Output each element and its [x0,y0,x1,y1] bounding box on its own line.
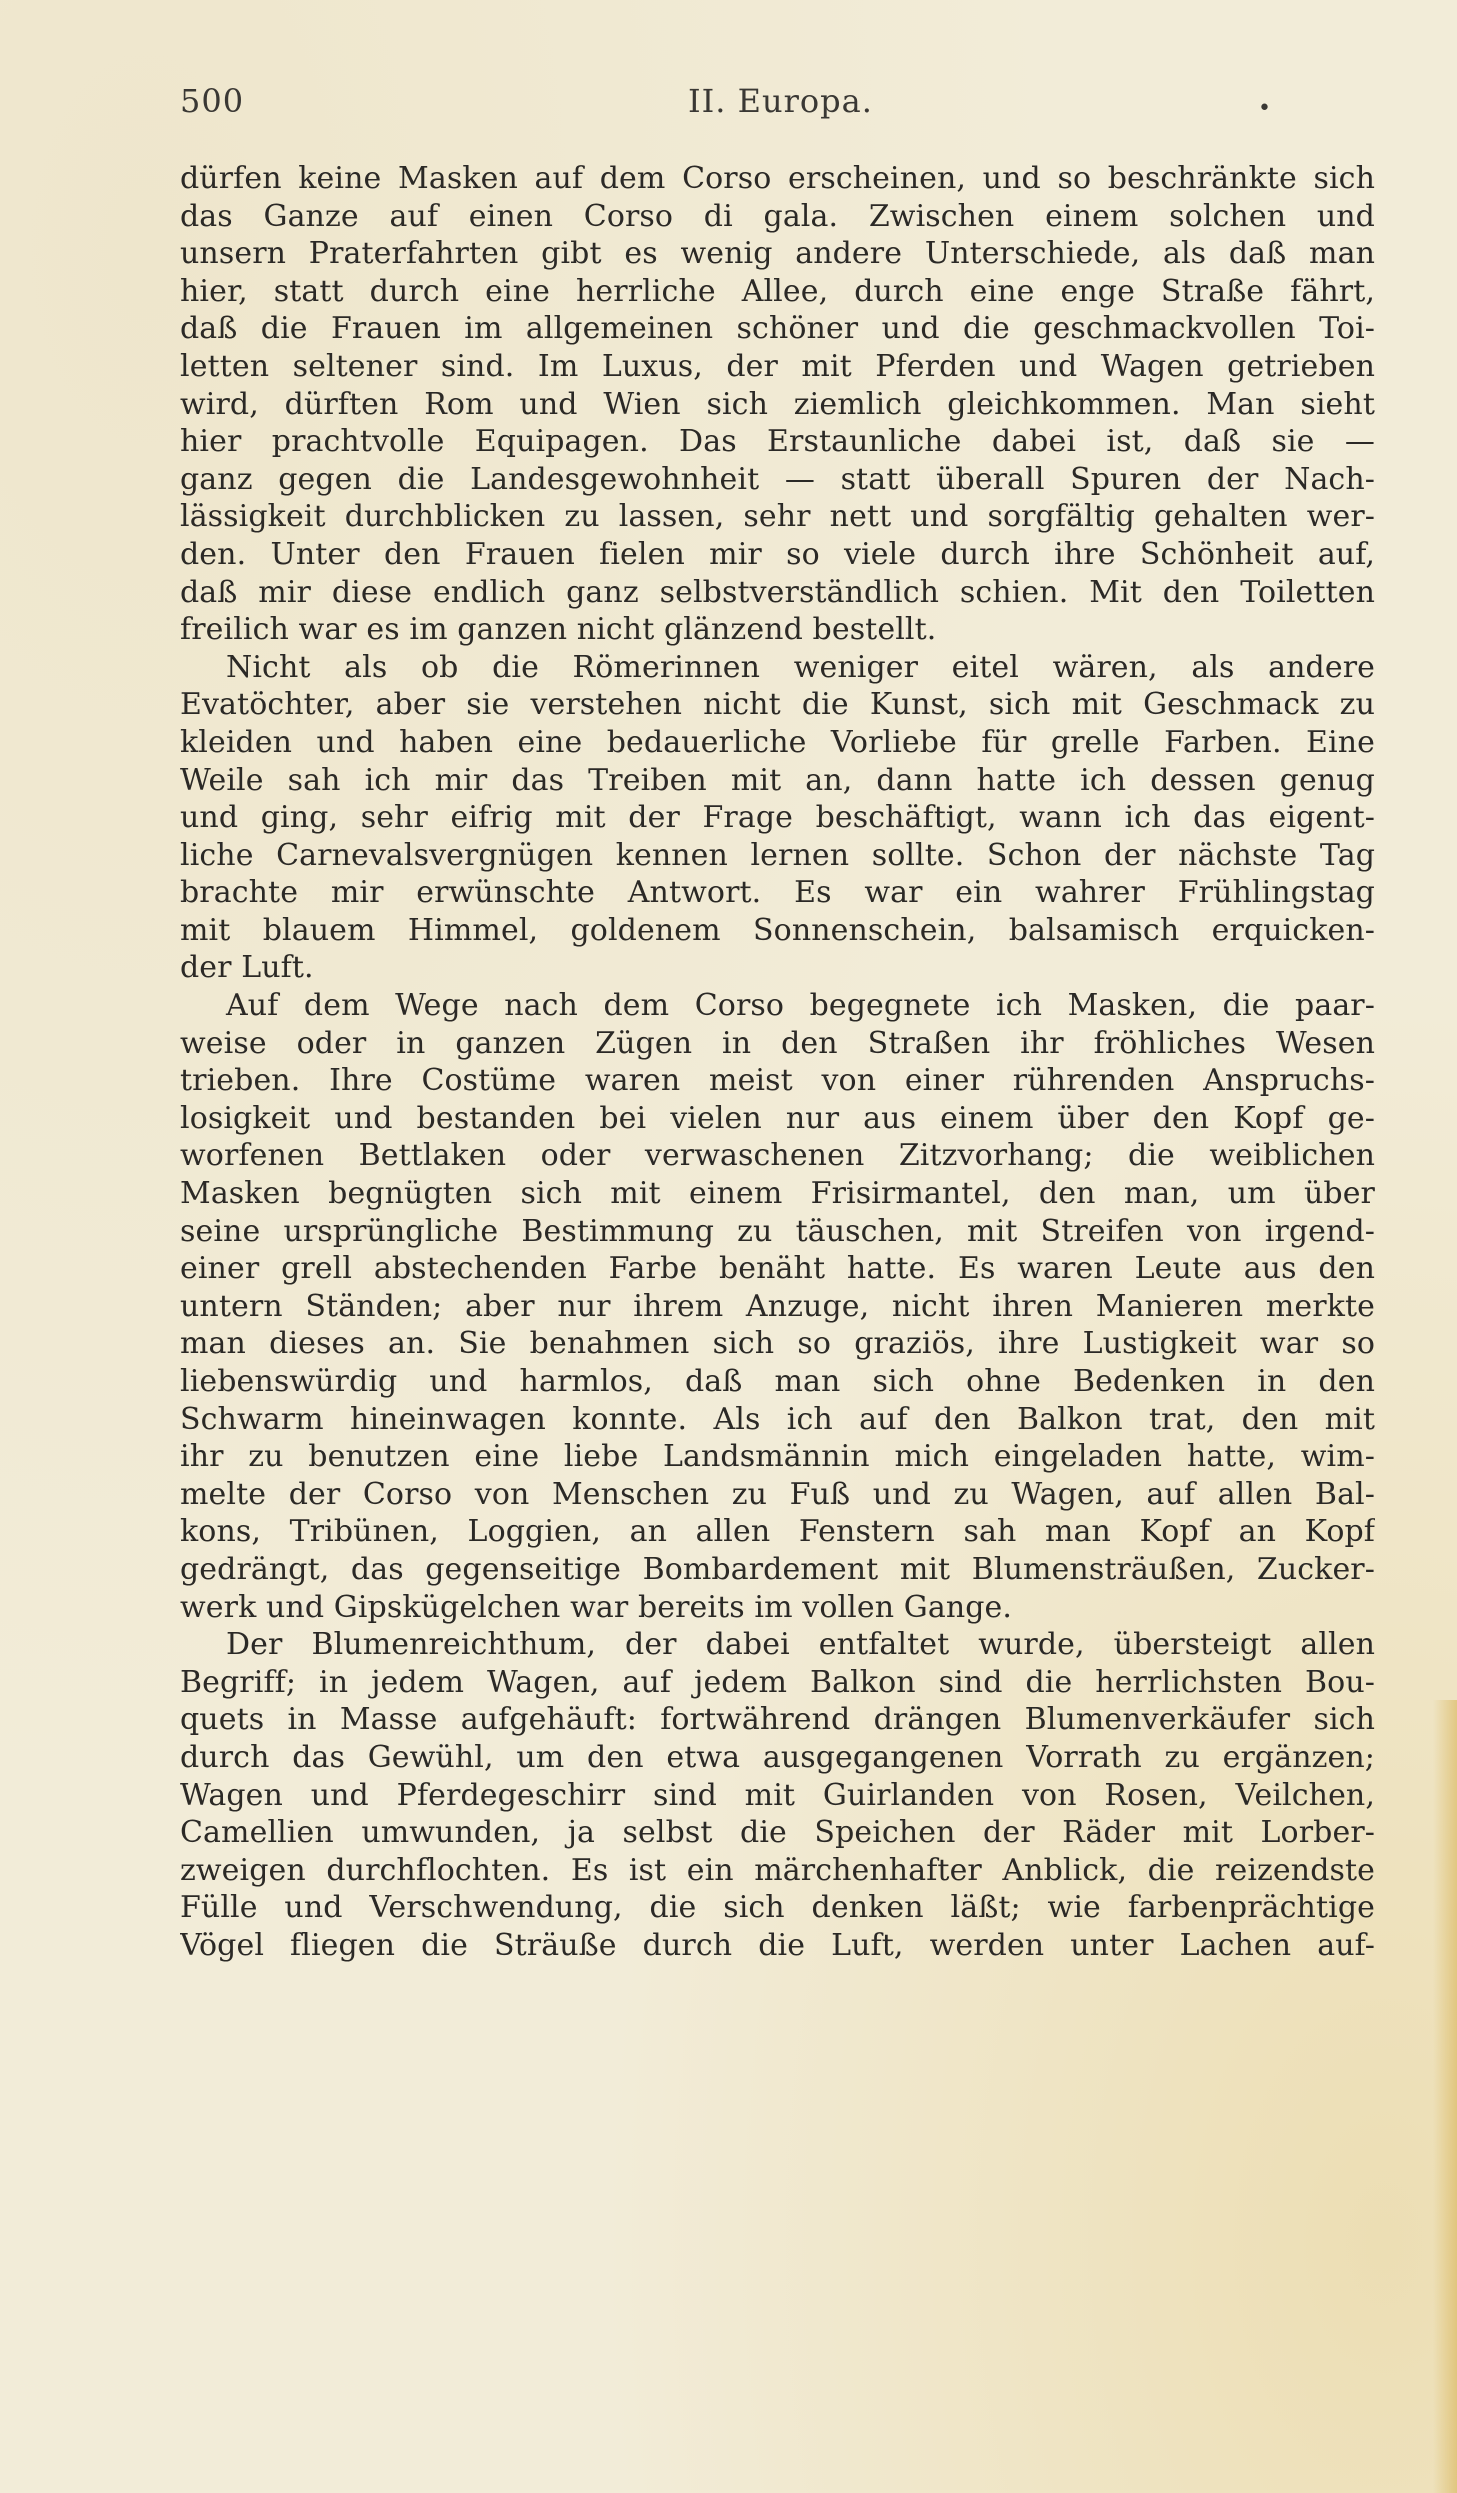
text-line: wird, dürften Rom und Wien sich ziemlich gleichkommen. Man sieht [180,386,1375,422]
paragraph-start-line: Der Blumenreichthum, der dabei entfaltet wurde, übersteigt allen [226,1627,1375,1663]
text-line: ihr zu benutzen eine liebe Landsmännin mich eingeladen hatte, wim- [180,1439,1375,1475]
text-line: seine ursprüngliche Bestimmung zu täuschen, mit Streifen von irgend- [180,1213,1375,1249]
text-line: Camellien umwunden, ja selbst die Speichen der Räder mit Lorber- [180,1815,1375,1851]
text-line: letten seltener sind. Im Luxus, der mit Pferden und Wagen getrieben [180,348,1375,384]
page-header [180,82,1380,132]
text-line: einer grell abstechenden Farbe benäht hatte. Es waren Leute aus den [180,1251,1375,1287]
text-line: dürfen keine Masken auf dem Corso erscheinen, und so beschränkte sich [180,161,1375,196]
text-line: losigkeit und bestanden bei vielen nur aus einem über den Kopf ge- [180,1100,1375,1136]
header-mark: • [1258,96,1271,121]
paragraph-start-line: Auf dem Wege nach dem Corso begegnete ich Masken, die paar- [226,988,1375,1024]
text-line: brachte mir erwünschte Antwort. Es war ein wahrer Frühlingstag [180,875,1375,911]
text-line: unsern Praterfahrten gibt es wenig andere Unterschiede, als daß man [180,236,1375,272]
page-edge-stain [1433,1700,1457,2493]
paragraph-end-line: freilich war es im ganzen nicht glänzend bestellt. [180,612,937,648]
text-line: worfenen Bettlaken oder verwaschenen Zitzvorhang; die weiblichen [180,1138,1375,1174]
text-line: liche Carnevalsvergnügen kennen lernen sollte. Schon der nächste Tag [180,837,1375,873]
running-head: II. Europa. [688,82,873,120]
text-line: ganz gegen die Landesgewohnheit — statt überall Spuren der Nach- [180,461,1375,497]
text-line: den. Unter den Frauen fielen mir so viele durch ihre Schönheit auf, [180,536,1375,572]
text-line: hier prachtvolle Equipagen. Das Erstaunliche dabei ist, daß sie — [180,424,1375,460]
text-line: mit blauem Himmel, goldenem Sonnenschein, balsamisch erquicken- [180,912,1375,948]
text-line: und ging, sehr eifrig mit der Frage beschäftigt, wann ich das eigent- [180,800,1375,836]
text-line: Fülle und Verschwendung, die sich denken läßt; wie farbenprächtige [180,1890,1375,1926]
text-line: daß mir diese endlich ganz selbstverständlich schien. Mit den Toiletten [180,574,1375,610]
text-line: Wagen und Pferdegeschirr sind mit Guirlanden von Rosen, Veilchen, [180,1777,1375,1813]
paragraph-end-line: der Luft. [180,950,314,986]
text-line: kleiden und haben eine bedauerliche Vorliebe für grelle Farben. Eine [180,724,1375,760]
body-text [180,160,1375,1965]
text-line: Begriff; in jedem Wagen, auf jedem Balkon sind die herrlichsten Bou- [180,1664,1375,1700]
text-line: Masken begnügten sich mit einem Frisirmantel, den man, um über [180,1176,1375,1212]
text-line: zweigen durchflochten. Es ist ein märchenhafter Anblick, die reizendste [180,1852,1375,1888]
text-line: liebenswürdig und harmlos, daß man sich ohne Bedenken in den [180,1364,1375,1399]
text-line: quets in Masse aufgehäuft: fortwährend drängen Blumenverkäufer sich [180,1702,1375,1738]
text-line: man dieses an. Sie benahmen sich so graziös, ihre Lustigkeit war so [180,1326,1375,1362]
paragraph-start-line: Nicht als ob die Römerinnen weniger eitel wären, als andere [226,649,1375,685]
text-line: das Ganze auf einen Corso di gala. Zwischen einem solchen und [180,198,1375,234]
text-line: weise oder in ganzen Zügen in den Straßen ihr fröhliches Wesen [180,1025,1375,1061]
text-line: lässigkeit durchblicken zu lassen, sehr nett und sorgfältig gehalten wer- [180,499,1375,535]
text-line: kons, Tribünen, Loggien, an allen Fenstern sah man Kopf an Kopf [180,1514,1375,1550]
text-line: gedrängt, das gegenseitige Bombardement mit Blumensträußen, Zucker- [180,1551,1375,1587]
text-line: untern Ständen; aber nur ihrem Anzuge, nicht ihren Manieren merkte [180,1288,1375,1324]
text-line: trieben. Ihre Costüme waren meist von einer rührenden Anspruchs- [180,1063,1375,1099]
page-number: 500 [180,82,245,120]
text-line: Evatöchter, aber sie verstehen nicht die Kunst, sich mit Geschmack zu [180,687,1375,723]
text-line: Weile sah ich mir das Treiben mit an, dann hatte ich dessen genug [180,762,1375,798]
text-line: durch das Gewühl, um den etwa ausgegangenen Vorrath zu ergänzen; [180,1739,1375,1775]
text-line: Vögel fliegen die Sträuße durch die Luft, werden unter Lachen auf- [180,1927,1375,1963]
paragraph-end-line: werk und Gipskügelchen war bereits im vollen Gange. [180,1589,1013,1625]
text-line: hier, statt durch eine herrliche Allee, durch eine enge Straße fährt, [180,273,1375,309]
text-line: melte der Corso von Menschen zu Fuß und zu Wagen, auf allen Bal- [180,1476,1375,1512]
text-line: Schwarm hineinwagen konnte. Als ich auf den Balkon trat, den mit [180,1401,1375,1437]
text-line: daß die Frauen im allgemeinen schöner und die geschmackvollen Toi- [180,311,1375,347]
